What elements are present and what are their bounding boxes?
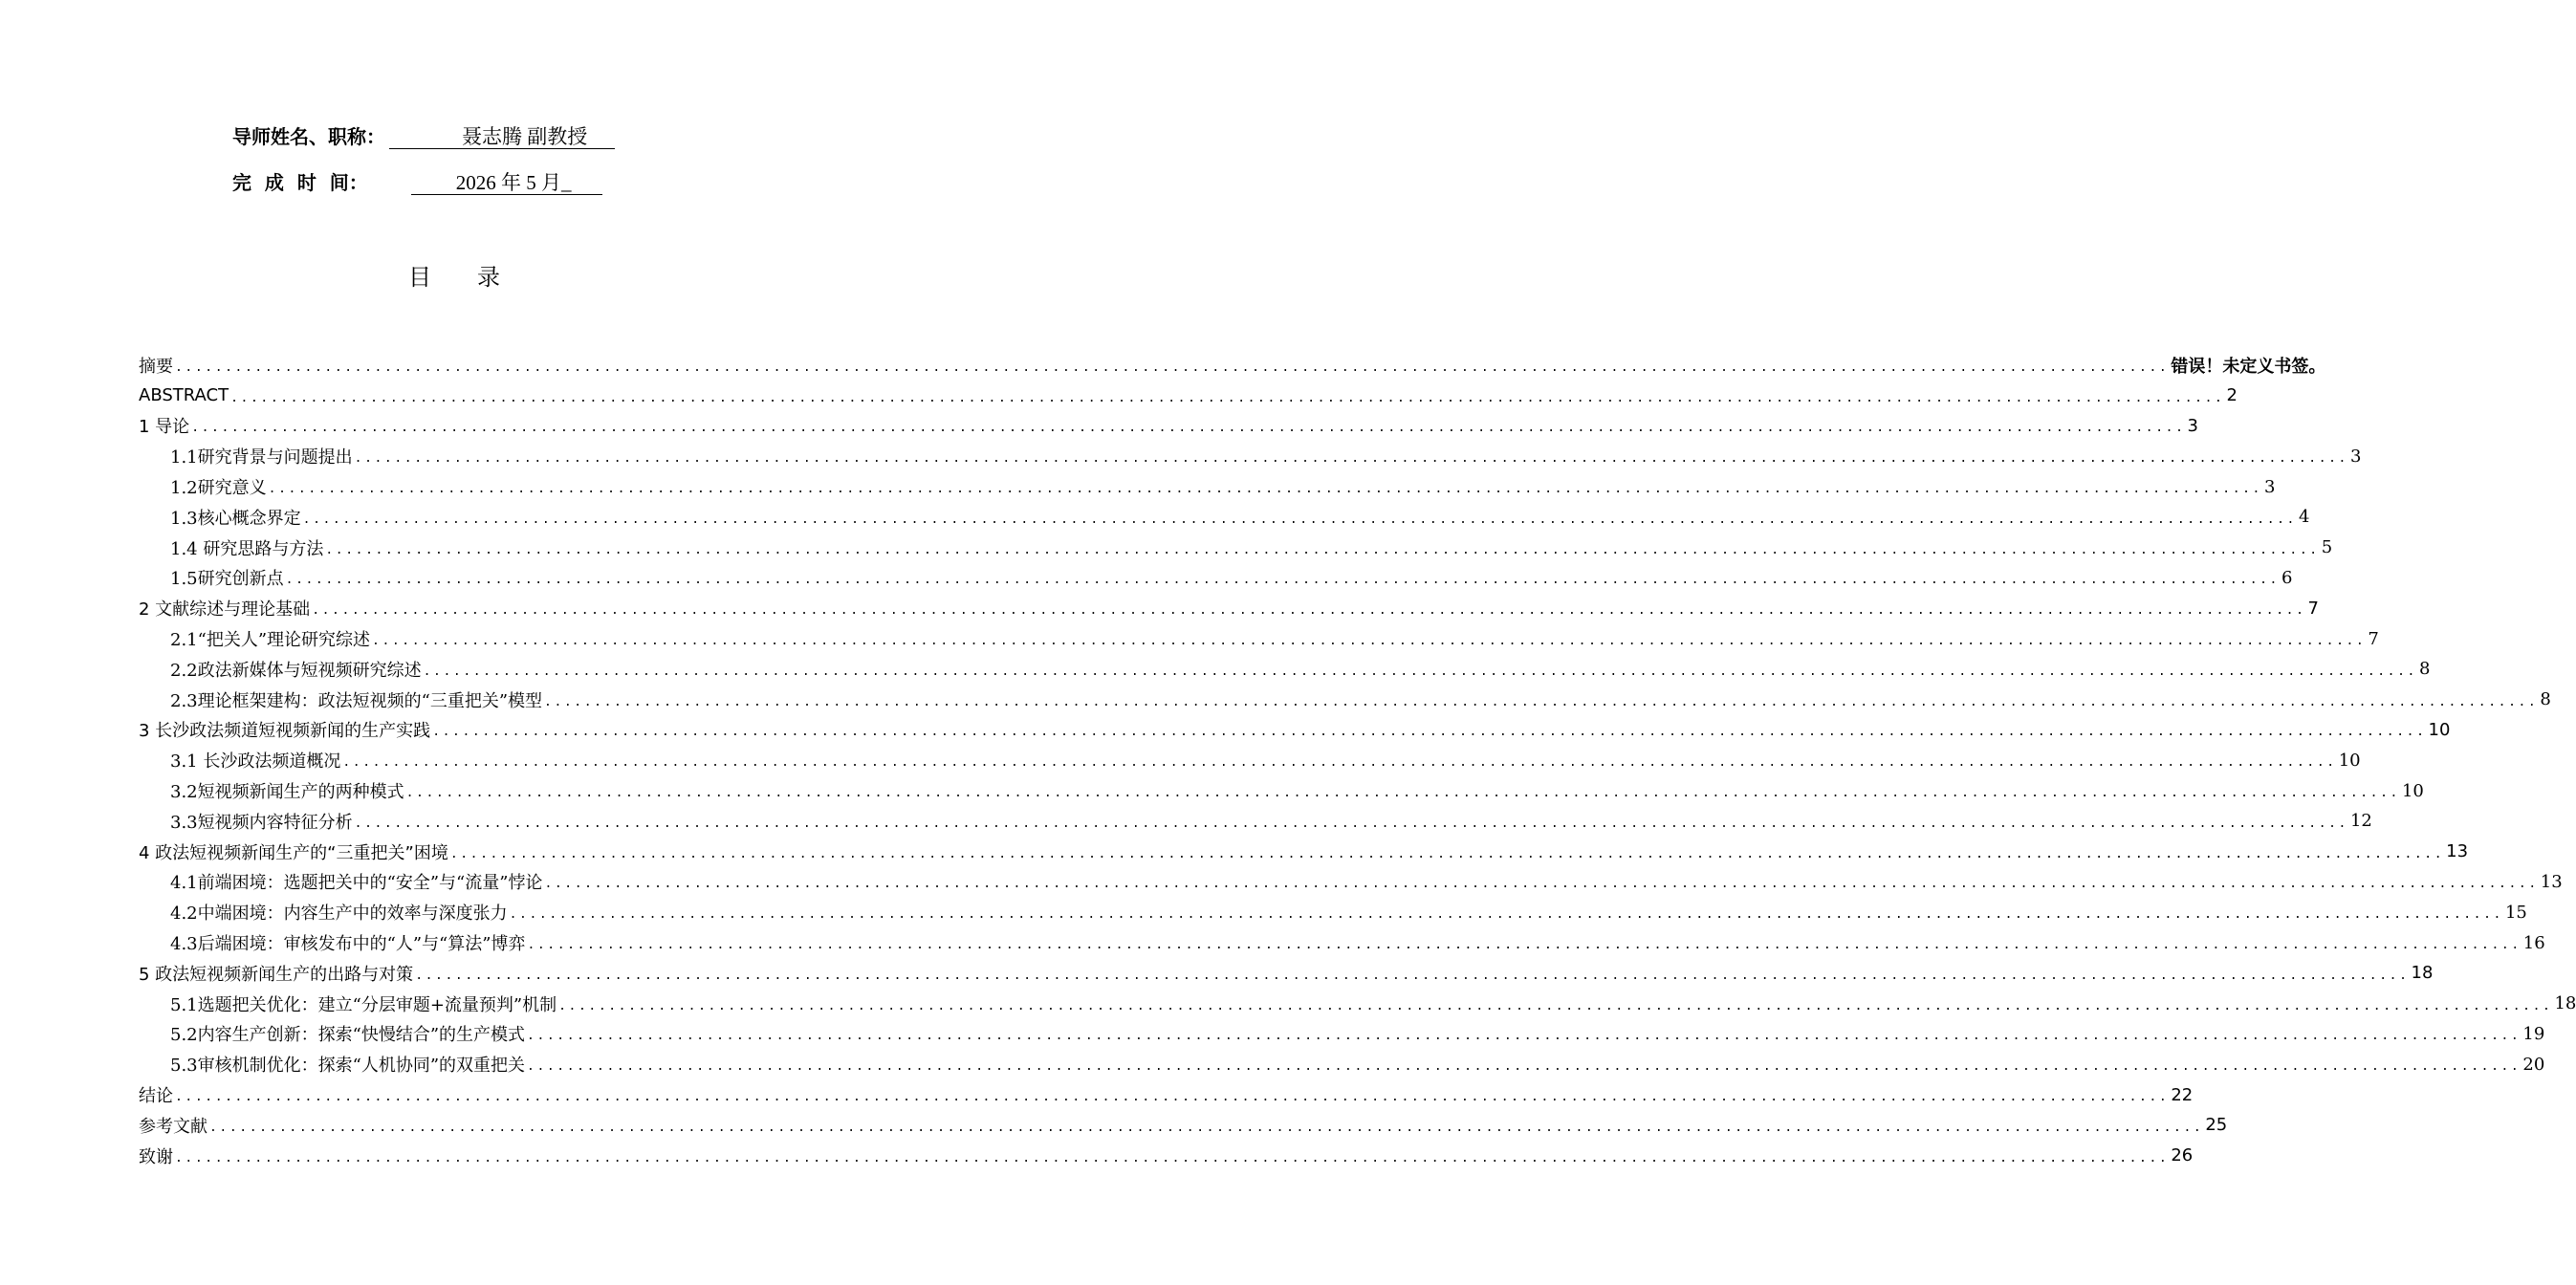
- toc-entry[interactable]: [139, 685, 2551, 715]
- toc-entry-title: 1 导论: [139, 417, 190, 438]
- toc-entry[interactable]: [139, 989, 2576, 1019]
- toc-dot-leader: ........................................................................................................................................................................................................: [175, 1089, 2170, 1104]
- toc-entry[interactable]: [139, 350, 2326, 381]
- toc-entry-page: 13: [2540, 871, 2563, 892]
- toc-title: 目录: [408, 264, 546, 291]
- toc-entry-title: 致谢: [139, 1146, 173, 1167]
- toc-entry-page: 19: [2522, 1023, 2545, 1044]
- toc-dot-leader: ........................................................................................................................................................................................................: [175, 1150, 2170, 1165]
- toc-entry[interactable]: [139, 897, 2527, 927]
- toc-entry-page: 18: [2411, 963, 2434, 984]
- toc-entry-title: 2.2政法新媒体与短视频研究综述: [170, 660, 422, 681]
- toc-entry-page: 16: [2522, 932, 2545, 953]
- date-line: [232, 164, 587, 195]
- toc-dot-leader: ........................................................................................................................................................................................................: [175, 359, 2170, 375]
- toc-entry-title: 5.3审核机制优化：探索“人机协同”的双重把关: [170, 1056, 526, 1077]
- toc-entry-title: 3.3短视频内容特征分析: [170, 812, 353, 833]
- toc-entry[interactable]: [139, 563, 2293, 594]
- toc-entry-title: 2.1“把关人”理论研究综述: [170, 630, 371, 651]
- toc-entry-page: 22: [2171, 1084, 2194, 1105]
- toc-dot-leader: ........................................................................................................................................................................................................: [268, 481, 2262, 496]
- toc-dot-leader: ........................................................................................................................................................................................................: [558, 998, 2553, 1013]
- toc-entry-page: 3: [2187, 415, 2198, 436]
- toc-entry[interactable]: [139, 775, 2424, 806]
- toc-entry-page: 3: [2263, 476, 2276, 497]
- toc-entry[interactable]: [139, 867, 2563, 898]
- toc-dot-leader: ........................................................................................................................................................................................................: [544, 694, 2539, 709]
- toc-entry-page: 5: [2321, 537, 2333, 558]
- toc-entry-title: ABSTRACT: [139, 385, 229, 406]
- toc-entry-page: 2: [2226, 385, 2238, 406]
- toc-entry-title: 2.3理论框架建构：政法短视频的“三重把关”模型: [170, 690, 543, 711]
- toc-entry[interactable]: [139, 441, 2362, 471]
- toc-dot-leader: ........................................................................................................................................................................................................: [209, 1120, 2204, 1135]
- toc-entry-title: 5.2内容生产创新：探索“快慢结合”的生产模式: [170, 1025, 526, 1046]
- toc-dot-leader: ........................................................................................................................................................................................................: [544, 877, 2539, 892]
- toc-entry[interactable]: [139, 715, 2451, 746]
- toc-entry[interactable]: [139, 1141, 2194, 1171]
- toc-entry-page: 10: [2428, 719, 2451, 740]
- toc-entry-title: 5.1选题把关优化：建立“分层审题+流量预判”机制: [170, 994, 557, 1015]
- date-underline: [411, 194, 602, 195]
- toc-entry-page: 4: [2298, 507, 2310, 528]
- toc-entry-page: 7: [2307, 598, 2319, 619]
- toc-dot-leader: ........................................................................................................................................................................................................: [372, 633, 2367, 648]
- toc-entry-title: 1.2研究意义: [170, 478, 267, 499]
- date-label: 完 成 时 间：: [232, 171, 368, 194]
- toc-entry-title: 4 政法短视频新闻生产的“三重把关”困境: [139, 842, 448, 863]
- toc-entry[interactable]: [139, 958, 2434, 989]
- toc-entry-page: 15: [2504, 902, 2527, 923]
- toc-entry-page: 3: [2349, 446, 2362, 467]
- toc-entry[interactable]: [139, 381, 2238, 411]
- toc-entry-title: 4.3后端困境：审核发布中的“人”与“算法”博弈: [170, 934, 526, 955]
- toc-dot-leader: ........................................................................................................................................................................................................: [423, 664, 2417, 679]
- toc-entry-page: 8: [2540, 689, 2551, 710]
- toc-dot-leader: ........................................................................................................................................................................................................: [302, 512, 2297, 527]
- toc-dot-leader: ........................................................................................................................................................................................................: [342, 755, 2337, 771]
- toc-dot-leader: ........................................................................................................................................................................................................: [230, 390, 2225, 405]
- toc-dot-leader: ........................................................................................................................................................................................................: [509, 907, 2503, 923]
- toc-entry-title: 结论: [139, 1086, 173, 1107]
- table-of-contents: [139, 350, 2576, 1171]
- toc-dot-leader: ........................................................................................................................................................................................................: [191, 421, 2186, 436]
- toc-entry[interactable]: [139, 593, 2319, 623]
- toc-entry[interactable]: [139, 533, 2333, 563]
- toc-entry-page: 10: [2401, 780, 2424, 801]
- toc-dot-leader: ........................................................................................................................................................................................................: [449, 846, 2445, 861]
- toc-dot-leader: ........................................................................................................................................................................................................: [354, 451, 2348, 467]
- toc-entry-title: 5 政法短视频新闻生产的出路与对策: [139, 964, 414, 985]
- toc-entry[interactable]: [139, 1019, 2545, 1050]
- toc-entry[interactable]: [139, 623, 2379, 654]
- toc-dot-leader: ........................................................................................................................................................................................................: [527, 937, 2521, 952]
- toc-dot-leader: ........................................................................................................................................................................................................: [312, 603, 2306, 619]
- toc-entry[interactable]: [139, 471, 2276, 502]
- toc-entry[interactable]: [139, 1049, 2545, 1079]
- toc-entry-page: 10: [2338, 750, 2361, 771]
- toc-entry-page: 7: [2368, 628, 2379, 649]
- toc-entry-title: 4.1前端困境：选题把关中的“安全”与“流量”悖论: [170, 873, 543, 894]
- toc-entry[interactable]: [139, 745, 2361, 775]
- toc-dot-leader: ........................................................................................................................................................................................................: [405, 785, 2400, 800]
- toc-entry-page: 13: [2446, 841, 2469, 862]
- toc-entry-page: 错误！未定义书签。: [2171, 356, 2326, 377]
- toc-entry-page: 8: [2418, 659, 2431, 680]
- toc-entry-title: 摘要: [139, 356, 173, 377]
- toc-entry-title: 3 长沙政法频道短视频新闻的生产实践: [139, 721, 431, 742]
- toc-dot-leader: ........................................................................................................................................................................................................: [325, 542, 2320, 557]
- toc-entry-title: 3.2短视频新闻生产的两种模式: [170, 782, 404, 803]
- toc-entry-page: 6: [2281, 567, 2293, 588]
- toc-entry-title: 1.3核心概念界定: [170, 508, 301, 529]
- toc-entry-page: 20: [2522, 1054, 2545, 1075]
- toc-dot-leader: ........................................................................................................................................................................................................: [415, 968, 2410, 983]
- toc-entry-page: 12: [2349, 811, 2372, 832]
- toc-entry-title: 1.5研究创新点: [170, 569, 284, 590]
- toc-entry-title: 2 文献综述与理论基础: [139, 599, 311, 621]
- toc-entry-page: 26: [2171, 1145, 2194, 1166]
- toc-entry[interactable]: [139, 654, 2431, 685]
- toc-entry-title: 3.1 长沙政法频道概况: [170, 751, 341, 773]
- toc-entry-title: 参考文献: [139, 1116, 207, 1137]
- toc-entry-page: 18: [2554, 993, 2576, 1014]
- date-value: 2026 年 5 月_: [455, 171, 572, 194]
- toc-dot-leader: ........................................................................................................................................................................................................: [354, 816, 2348, 831]
- toc-entry[interactable]: [139, 411, 2198, 442]
- advisor-value: 聂志腾 副教授: [389, 124, 615, 149]
- toc-dot-leader: ........................................................................................................................................................................................................: [432, 725, 2427, 740]
- toc-entry[interactable]: [139, 837, 2469, 867]
- toc-entry-title: 4.2中端困境：内容生产中的效率与深度张力: [170, 904, 508, 925]
- advisor-line: [232, 119, 615, 149]
- toc-entry[interactable]: [139, 1079, 2194, 1110]
- toc-dot-leader: ........................................................................................................................................................................................................: [527, 1059, 2521, 1075]
- toc-entry[interactable]: [139, 1110, 2228, 1141]
- toc-dot-leader: ........................................................................................................................................................................................................: [285, 573, 2280, 588]
- advisor-label: 导师姓名、职称：: [232, 125, 385, 148]
- toc-entry-page: 25: [2205, 1115, 2228, 1136]
- toc-entry[interactable]: [139, 806, 2372, 837]
- toc-entry[interactable]: [139, 927, 2545, 958]
- toc-entry[interactable]: [139, 502, 2310, 533]
- toc-dot-leader: ........................................................................................................................................................................................................: [527, 1029, 2521, 1044]
- toc-entry-title: 1.1研究背景与问题提出: [170, 447, 353, 468]
- toc-entry-title: 1.4 研究思路与方法: [170, 538, 324, 559]
